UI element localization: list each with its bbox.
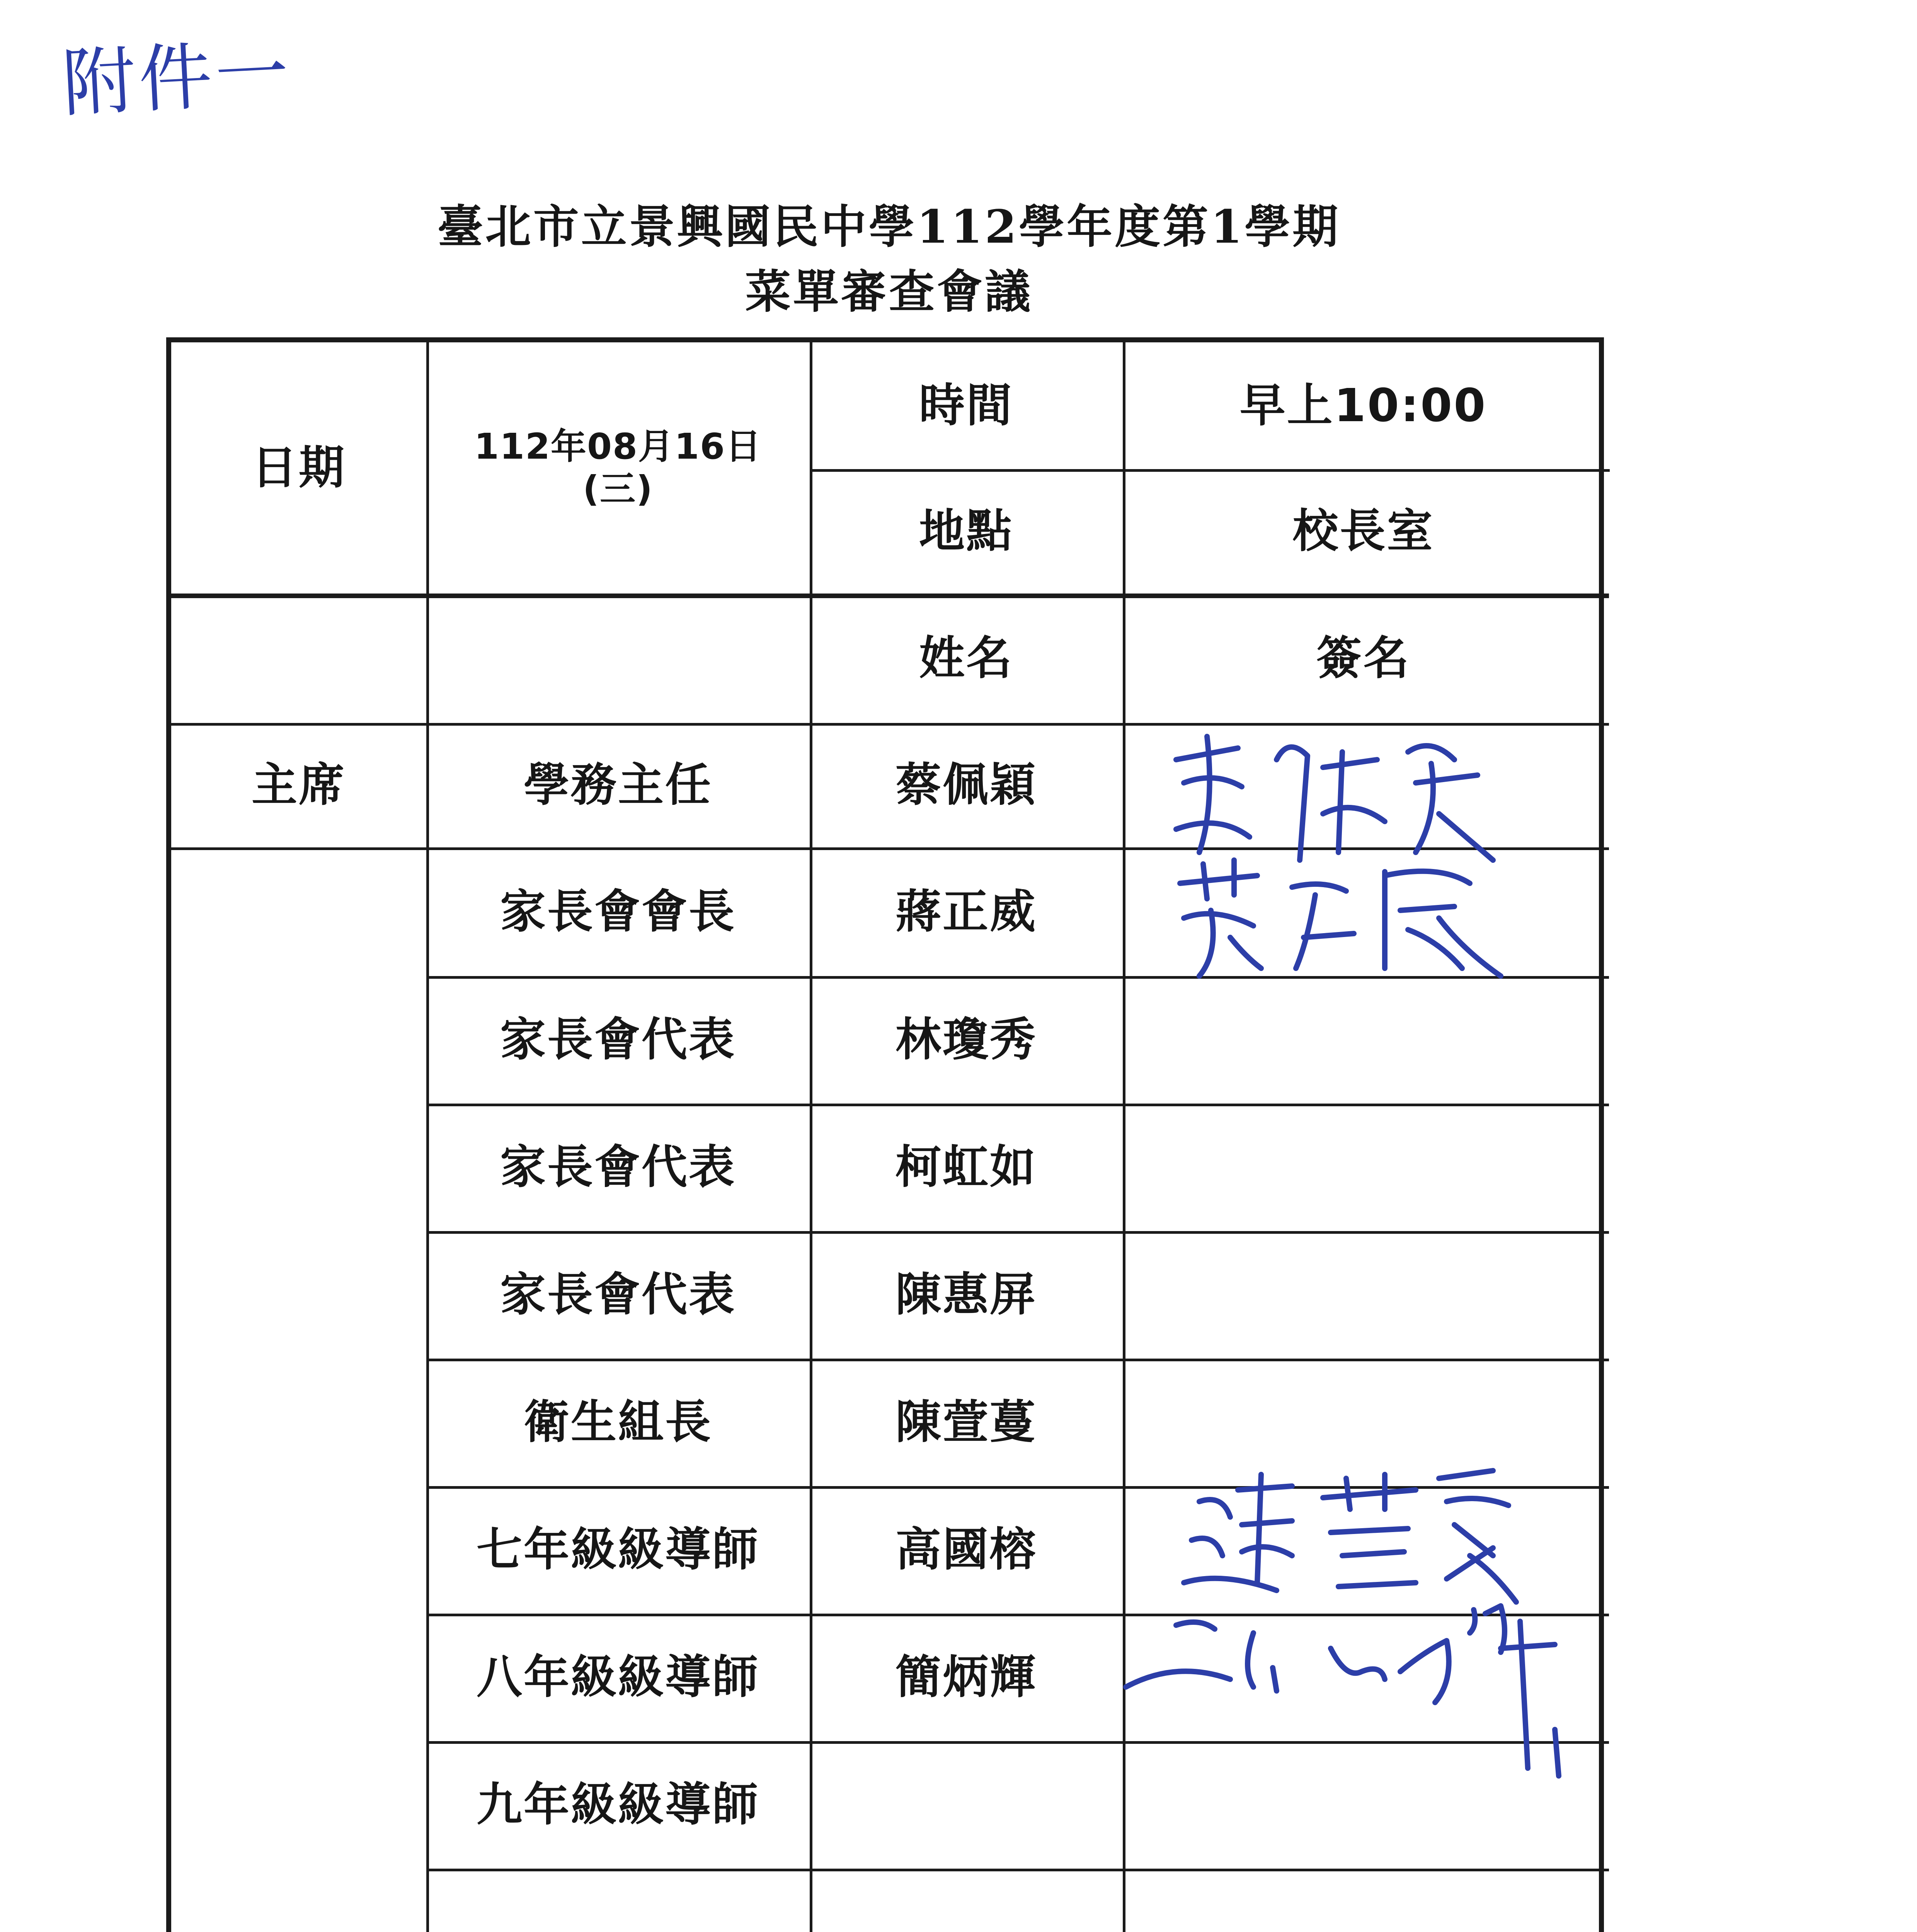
member-title: 家長會代表 xyxy=(500,1268,736,1321)
chair-title: 學務主任 xyxy=(523,758,712,812)
member-name: 高國榕 xyxy=(895,1523,1037,1577)
place-label: 地點 xyxy=(919,504,1013,558)
document-title: 臺北市立景興國民中學112學年度第1學期 xyxy=(437,200,1341,253)
time-label: 時間 xyxy=(919,379,1013,432)
column-header-signature: 簽名 xyxy=(1316,631,1411,685)
row-line xyxy=(426,1869,1609,1871)
sign-in-form-table xyxy=(166,337,1604,1932)
member-title: 家長會代表 xyxy=(500,1013,736,1066)
member-title: 九年級級導師 xyxy=(476,1778,759,1832)
member-name: 林瓊秀 xyxy=(895,1013,1037,1066)
document-subtitle: 菜單審查會議 xyxy=(745,265,1033,318)
member-title: 家長會會長 xyxy=(500,884,736,938)
chair-label: 主席 xyxy=(251,758,346,812)
date-label: 日期 xyxy=(251,441,346,495)
member-title: 衛生組長 xyxy=(523,1395,712,1449)
member-name: 陳萱蔓 xyxy=(895,1395,1037,1449)
member-title: 八年級級導師 xyxy=(476,1650,759,1704)
member-name: 陳惠屏 xyxy=(895,1268,1037,1321)
signature-health-section-chief xyxy=(1176,1455,1524,1610)
member-name: 蔣正威 xyxy=(895,884,1037,938)
place-value: 校長室 xyxy=(1292,504,1434,558)
annex-label: 附件一 xyxy=(60,29,294,127)
chair-name: 蔡佩穎 xyxy=(895,758,1037,812)
signature-grade8-teacher xyxy=(1114,1590,1601,1807)
column-header-name: 姓名 xyxy=(919,631,1013,685)
signature-parent-association-president xyxy=(1168,841,1508,988)
member-name: 簡炳輝 xyxy=(895,1650,1037,1704)
time-value: 早上10:00 xyxy=(1239,379,1487,432)
member-title: 家長會代表 xyxy=(500,1140,736,1194)
date-text: 112年08月16日 xyxy=(474,425,762,467)
member-title: 七年級級導師 xyxy=(476,1523,759,1577)
weekday-text: (三) xyxy=(582,468,654,510)
member-name xyxy=(810,1741,1123,1869)
member-name: 柯虹如 xyxy=(895,1140,1037,1194)
date-value xyxy=(426,342,810,594)
